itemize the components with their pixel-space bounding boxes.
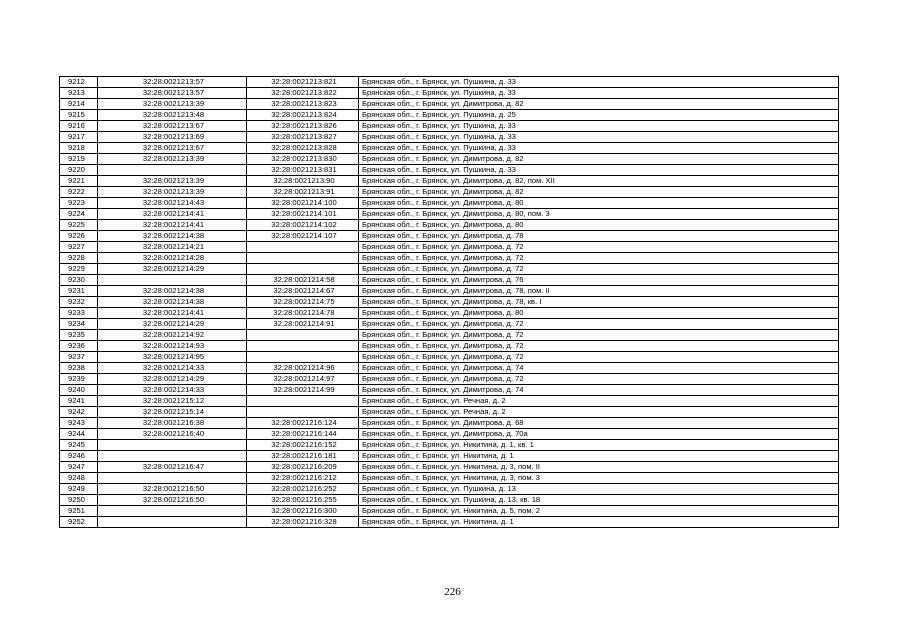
address-cell: Брянская обл., г. Брянск, ул. Пушкина, д. 33 bbox=[359, 121, 839, 132]
land-cadastral-number-cell: 32:28:0021214:43 bbox=[98, 198, 247, 209]
table-row bbox=[60, 242, 839, 253]
row-number-cell: 9233 bbox=[60, 308, 98, 319]
table-row bbox=[60, 220, 839, 231]
land-cadastral-number-cell: 32:28:0021214:33 bbox=[98, 385, 247, 396]
row-number-cell: 9239 bbox=[60, 374, 98, 385]
object-cadastral-number-cell: 32:28:0021213:824 bbox=[247, 110, 359, 121]
land-cadastral-number-cell: 32:28:0021213:48 bbox=[98, 110, 247, 121]
address-cell: Брянская обл., г. Брянск, ул. Димитрова, д. 70а bbox=[359, 429, 839, 440]
table-row bbox=[60, 341, 839, 352]
object-cadastral-number-cell: 32:28:0021213:828 bbox=[247, 143, 359, 154]
object-cadastral-number-cell: 32:28:0021216:300 bbox=[247, 506, 359, 517]
table-row bbox=[60, 99, 839, 110]
table-row bbox=[60, 451, 839, 462]
address-cell: Брянская обл., г. Брянск, ул. Димитрова, д. 80 bbox=[359, 220, 839, 231]
address-cell: Брянская обл., г. Брянск, ул. Пушкина, д. 33 bbox=[359, 165, 839, 176]
object-cadastral-number-cell: 32:28:0021216:144 bbox=[247, 429, 359, 440]
object-cadastral-number-cell bbox=[247, 253, 359, 264]
address-cell: Брянская обл., г. Брянск, ул. Димитрова, д. 72 bbox=[359, 264, 839, 275]
address-cell: Брянская обл., г. Брянск, ул. Димитрова, д. 72 bbox=[359, 242, 839, 253]
land-cadastral-number-cell: 32:28:0021215:12 bbox=[98, 396, 247, 407]
object-cadastral-number-cell: 32:28:0021213:90 bbox=[247, 176, 359, 187]
table-row bbox=[60, 253, 839, 264]
row-number-cell: 9248 bbox=[60, 473, 98, 484]
object-cadastral-number-cell: 32:28:0021214:58 bbox=[247, 275, 359, 286]
object-cadastral-number-cell: 32:28:0021213:827 bbox=[247, 132, 359, 143]
object-cadastral-number-cell: 32:28:0021216:152 bbox=[247, 440, 359, 451]
land-cadastral-number-cell: 32:28:0021216:47 bbox=[98, 462, 247, 473]
land-cadastral-number-cell: 32:28:0021214:41 bbox=[98, 308, 247, 319]
table-row bbox=[60, 88, 839, 99]
address-cell: Брянская обл., г. Брянск, ул. Димитрова, д. 78, пом. II bbox=[359, 286, 839, 297]
table-row bbox=[60, 308, 839, 319]
land-cadastral-number-cell: 32:28:0021213:57 bbox=[98, 88, 247, 99]
object-cadastral-number-cell: 32:28:0021216:181 bbox=[247, 451, 359, 462]
address-cell: Брянская обл., г. Брянск, ул. Речная, д. 2 bbox=[359, 396, 839, 407]
object-cadastral-number-cell: 32:28:0021214:78 bbox=[247, 308, 359, 319]
object-cadastral-number-cell bbox=[247, 341, 359, 352]
address-cell: Брянская обл., г. Брянск, ул. Никитина, д. 1 bbox=[359, 451, 839, 462]
object-cadastral-number-cell: 32:28:0021216:252 bbox=[247, 484, 359, 495]
row-number-cell: 9243 bbox=[60, 418, 98, 429]
land-cadastral-number-cell: 32:28:0021216:50 bbox=[98, 484, 247, 495]
address-cell: Брянская обл., г. Брянск, ул. Димитрова, д. 78 bbox=[359, 231, 839, 242]
table-row bbox=[60, 440, 839, 451]
object-cadastral-number-cell: 32:28:0021214:107 bbox=[247, 231, 359, 242]
table-row bbox=[60, 517, 839, 528]
table-row bbox=[60, 484, 839, 495]
land-cadastral-number-cell: 32:28:0021214:29 bbox=[98, 319, 247, 330]
registry-table-body bbox=[60, 77, 839, 528]
object-cadastral-number-cell: 32:28:0021214:91 bbox=[247, 319, 359, 330]
object-cadastral-number-cell bbox=[247, 352, 359, 363]
land-cadastral-number-cell bbox=[98, 506, 247, 517]
land-cadastral-number-cell: 32:28:0021213:39 bbox=[98, 176, 247, 187]
table-row bbox=[60, 77, 839, 88]
row-number-cell: 9221 bbox=[60, 176, 98, 187]
land-cadastral-number-cell: 32:28:0021213:39 bbox=[98, 154, 247, 165]
address-cell: Брянская обл., г. Брянск, ул. Димитрова, д. 80 bbox=[359, 308, 839, 319]
address-cell: Брянская обл., г. Брянск, ул. Димитрова, д. 72 bbox=[359, 319, 839, 330]
land-cadastral-number-cell: 32:28:0021214:21 bbox=[98, 242, 247, 253]
object-cadastral-number-cell: 32:28:0021213:821 bbox=[247, 77, 359, 88]
address-cell: Брянская обл., г. Брянск, ул. Пушкина, д. 13 bbox=[359, 484, 839, 495]
object-cadastral-number-cell: 32:28:0021213:826 bbox=[247, 121, 359, 132]
table-row bbox=[60, 385, 839, 396]
table-row bbox=[60, 429, 839, 440]
row-number-cell: 9242 bbox=[60, 407, 98, 418]
land-cadastral-number-cell: 32:28:0021213:57 bbox=[98, 77, 247, 88]
address-cell: Брянская обл., г. Брянск, ул. Димитрова, д. 76 bbox=[359, 275, 839, 286]
row-number-cell: 9216 bbox=[60, 121, 98, 132]
land-cadastral-number-cell: 32:28:0021213:39 bbox=[98, 187, 247, 198]
object-cadastral-number-cell: 32:28:0021213:822 bbox=[247, 88, 359, 99]
address-cell: Брянская обл., г. Брянск, ул. Димитрова, д. 68 bbox=[359, 418, 839, 429]
row-number-cell: 9232 bbox=[60, 297, 98, 308]
row-number-cell: 9230 bbox=[60, 275, 98, 286]
row-number-cell: 9227 bbox=[60, 242, 98, 253]
object-cadastral-number-cell: 32:28:0021214:67 bbox=[247, 286, 359, 297]
row-number-cell: 9217 bbox=[60, 132, 98, 143]
address-cell: Брянская обл., г. Брянск, ул. Пушкина, д. 13, кв. 18 bbox=[359, 495, 839, 506]
land-cadastral-number-cell: 32:28:0021214:29 bbox=[98, 264, 247, 275]
row-number-cell: 9238 bbox=[60, 363, 98, 374]
land-cadastral-number-cell bbox=[98, 275, 247, 286]
row-number-cell: 9214 bbox=[60, 99, 98, 110]
object-cadastral-number-cell: 32:28:0021216:212 bbox=[247, 473, 359, 484]
row-number-cell: 9251 bbox=[60, 506, 98, 517]
land-cadastral-number-cell bbox=[98, 517, 247, 528]
land-cadastral-number-cell: 32:28:0021214:38 bbox=[98, 231, 247, 242]
table-row bbox=[60, 154, 839, 165]
table-row bbox=[60, 319, 839, 330]
land-cadastral-number-cell: 32:28:0021213:67 bbox=[98, 121, 247, 132]
address-cell: Брянская обл., г. Брянск, ул. Димитрова, д. 74 bbox=[359, 385, 839, 396]
row-number-cell: 9226 bbox=[60, 231, 98, 242]
object-cadastral-number-cell: 32:28:0021214:99 bbox=[247, 385, 359, 396]
row-number-cell: 9236 bbox=[60, 341, 98, 352]
table-row bbox=[60, 495, 839, 506]
object-cadastral-number-cell: 32:28:0021216:255 bbox=[247, 495, 359, 506]
table-row bbox=[60, 198, 839, 209]
address-cell: Брянская обл., г. Брянск, ул. Димитрова, д. 72 bbox=[359, 341, 839, 352]
row-number-cell: 9224 bbox=[60, 209, 98, 220]
row-number-cell: 9246 bbox=[60, 451, 98, 462]
address-cell: Брянская обл., г. Брянск, ул. Никитина, д. 3, пом. II bbox=[359, 462, 839, 473]
address-cell: Брянская обл., г. Брянск, ул. Димитрова, д. 72 bbox=[359, 352, 839, 363]
land-cadastral-number-cell bbox=[98, 165, 247, 176]
table-row bbox=[60, 209, 839, 220]
table-row bbox=[60, 275, 839, 286]
table-row bbox=[60, 165, 839, 176]
address-cell: Брянская обл., г. Брянск, ул. Речная, д. 2 bbox=[359, 407, 839, 418]
land-cadastral-number-cell: 32:28:0021216:38 bbox=[98, 418, 247, 429]
land-cadastral-number-cell: 32:28:0021214:95 bbox=[98, 352, 247, 363]
object-cadastral-number-cell: 32:28:0021214:102 bbox=[247, 220, 359, 231]
address-cell: Брянская обл., г. Брянск, ул. Пушкина, д. 33 bbox=[359, 132, 839, 143]
page-number: 226 bbox=[444, 586, 461, 598]
land-cadastral-number-cell: 32:28:0021214:38 bbox=[98, 297, 247, 308]
row-number-cell: 9237 bbox=[60, 352, 98, 363]
land-cadastral-number-cell: 32:28:0021214:41 bbox=[98, 220, 247, 231]
table-row bbox=[60, 407, 839, 418]
row-number-cell: 9213 bbox=[60, 88, 98, 99]
object-cadastral-number-cell: 32:28:0021214:97 bbox=[247, 374, 359, 385]
row-number-cell: 9240 bbox=[60, 385, 98, 396]
land-cadastral-number-cell: 32:28:0021216:50 bbox=[98, 495, 247, 506]
table-row bbox=[60, 176, 839, 187]
object-cadastral-number-cell bbox=[247, 242, 359, 253]
table-row bbox=[60, 473, 839, 484]
address-cell: Брянская обл., г. Брянск, ул. Никитина, д. 3, пом. 3 bbox=[359, 473, 839, 484]
table-row bbox=[60, 187, 839, 198]
row-number-cell: 9241 bbox=[60, 396, 98, 407]
table-row bbox=[60, 143, 839, 154]
address-cell: Брянская обл., г. Брянск, ул. Пушкина, д. 33 bbox=[359, 88, 839, 99]
row-number-cell: 9225 bbox=[60, 220, 98, 231]
row-number-cell: 9219 bbox=[60, 154, 98, 165]
land-cadastral-number-cell: 32:28:0021214:41 bbox=[98, 209, 247, 220]
row-number-cell: 9220 bbox=[60, 165, 98, 176]
address-cell: Брянская обл., г. Брянск, ул. Никитина, д. 1 bbox=[359, 517, 839, 528]
table-row bbox=[60, 462, 839, 473]
row-number-cell: 9229 bbox=[60, 264, 98, 275]
land-cadastral-number-cell bbox=[98, 440, 247, 451]
table-row bbox=[60, 297, 839, 308]
address-cell: Брянская обл., г. Брянск, ул. Пушкина, д. 33 bbox=[359, 77, 839, 88]
row-number-cell: 9245 bbox=[60, 440, 98, 451]
object-cadastral-number-cell: 32:28:0021214:75 bbox=[247, 297, 359, 308]
address-cell: Брянская обл., г. Брянск, ул. Димитрова, д. 72 bbox=[359, 330, 839, 341]
object-cadastral-number-cell: 32:28:0021214:96 bbox=[247, 363, 359, 374]
table-row bbox=[60, 132, 839, 143]
table-row bbox=[60, 264, 839, 275]
object-cadastral-number-cell: 32:28:0021213:91 bbox=[247, 187, 359, 198]
land-cadastral-number-cell: 32:28:0021213:39 bbox=[98, 99, 247, 110]
address-cell: Брянская обл., г. Брянск, ул. Димитрова, д. 82 bbox=[359, 187, 839, 198]
object-cadastral-number-cell: 32:28:0021213:831 bbox=[247, 165, 359, 176]
row-number-cell: 9215 bbox=[60, 110, 98, 121]
land-cadastral-number-cell: 32:28:0021214:93 bbox=[98, 341, 247, 352]
registry-table bbox=[59, 76, 839, 528]
table-row bbox=[60, 231, 839, 242]
table-row bbox=[60, 352, 839, 363]
table-row bbox=[60, 286, 839, 297]
row-number-cell: 9247 bbox=[60, 462, 98, 473]
land-cadastral-number-cell: 32:28:0021214:33 bbox=[98, 363, 247, 374]
row-number-cell: 9222 bbox=[60, 187, 98, 198]
land-cadastral-number-cell: 32:28:0021214:92 bbox=[98, 330, 247, 341]
object-cadastral-number-cell bbox=[247, 330, 359, 341]
object-cadastral-number-cell bbox=[247, 407, 359, 418]
row-number-cell: 9212 bbox=[60, 77, 98, 88]
land-cadastral-number-cell: 32:28:0021213:67 bbox=[98, 143, 247, 154]
land-cadastral-number-cell: 32:28:0021216:40 bbox=[98, 429, 247, 440]
object-cadastral-number-cell: 32:28:0021216:328 bbox=[247, 517, 359, 528]
land-cadastral-number-cell bbox=[98, 473, 247, 484]
table-row bbox=[60, 121, 839, 132]
land-cadastral-number-cell: 32:28:0021214:28 bbox=[98, 253, 247, 264]
row-number-cell: 9244 bbox=[60, 429, 98, 440]
address-cell: Брянская обл., г. Брянск, ул. Пушкина, д. 33 bbox=[359, 143, 839, 154]
address-cell: Брянская обл., г. Брянск, ул. Димитрова, д. 80 bbox=[359, 198, 839, 209]
row-number-cell: 9234 bbox=[60, 319, 98, 330]
row-number-cell: 9223 bbox=[60, 198, 98, 209]
object-cadastral-number-cell bbox=[247, 264, 359, 275]
object-cadastral-number-cell: 32:28:0021216:209 bbox=[247, 462, 359, 473]
row-number-cell: 9218 bbox=[60, 143, 98, 154]
land-cadastral-number-cell: 32:28:0021215:14 bbox=[98, 407, 247, 418]
row-number-cell: 9250 bbox=[60, 495, 98, 506]
table-row bbox=[60, 506, 839, 517]
address-cell: Брянская обл., г. Брянск, ул. Димитрова, д. 82 bbox=[359, 154, 839, 165]
address-cell: Брянская обл., г. Брянск, ул. Димитрова, д. 78, кв. I bbox=[359, 297, 839, 308]
address-cell: Брянская обл., г. Брянск, ул. Пушкина, д. 25 bbox=[359, 110, 839, 121]
object-cadastral-number-cell: 32:28:0021214:100 bbox=[247, 198, 359, 209]
address-cell: Брянская обл., г. Брянск, ул. Димитрова, д. 72 bbox=[359, 374, 839, 385]
object-cadastral-number-cell: 32:28:0021213:830 bbox=[247, 154, 359, 165]
address-cell: Брянская обл., г. Брянск, ул. Никитина, д. 1, кв. 1 bbox=[359, 440, 839, 451]
table-row bbox=[60, 363, 839, 374]
land-cadastral-number-cell: 32:28:0021213:69 bbox=[98, 132, 247, 143]
object-cadastral-number-cell: 32:28:0021214:101 bbox=[247, 209, 359, 220]
row-number-cell: 9252 bbox=[60, 517, 98, 528]
table-row bbox=[60, 110, 839, 121]
row-number-cell: 9228 bbox=[60, 253, 98, 264]
address-cell: Брянская обл., г. Брянск, ул. Димитрова, д. 80, пом. 3 bbox=[359, 209, 839, 220]
row-number-cell: 9235 bbox=[60, 330, 98, 341]
object-cadastral-number-cell bbox=[247, 396, 359, 407]
table-row bbox=[60, 374, 839, 385]
address-cell: Брянская обл., г. Брянск, ул. Димитрова, д. 82, пом. XII bbox=[359, 176, 839, 187]
object-cadastral-number-cell: 32:28:0021216:124 bbox=[247, 418, 359, 429]
land-cadastral-number-cell: 32:28:0021214:29 bbox=[98, 374, 247, 385]
table-row bbox=[60, 330, 839, 341]
address-cell: Брянская обл., г. Брянск, ул. Димитрова, д. 82 bbox=[359, 99, 839, 110]
row-number-cell: 9231 bbox=[60, 286, 98, 297]
row-number-cell: 9249 bbox=[60, 484, 98, 495]
address-cell: Брянская обл., г. Брянск, ул. Никитина, д. 5, пом. 2 bbox=[359, 506, 839, 517]
table-row bbox=[60, 396, 839, 407]
land-cadastral-number-cell: 32:28:0021214:38 bbox=[98, 286, 247, 297]
table-row bbox=[60, 418, 839, 429]
address-cell: Брянская обл., г. Брянск, ул. Димитрова, д. 74 bbox=[359, 363, 839, 374]
address-cell: Брянская обл., г. Брянск, ул. Димитрова, д. 72 bbox=[359, 253, 839, 264]
land-cadastral-number-cell bbox=[98, 451, 247, 462]
object-cadastral-number-cell: 32:28:0021213:823 bbox=[247, 99, 359, 110]
